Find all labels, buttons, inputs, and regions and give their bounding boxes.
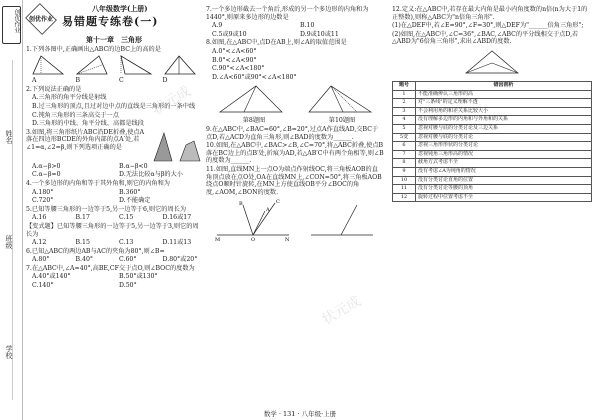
badge-text: 创优作业	[29, 16, 54, 23]
table-cell-reason: 忽视对腰与底的分类讨论	[416, 133, 592, 142]
question-4: 4.一个多边形的内角和等于其外角和,则它的内角和为	[26, 179, 170, 187]
q4-option-a: A.180°	[32, 188, 54, 196]
class-label: 班级	[5, 235, 13, 249]
q11-figure	[213, 197, 293, 241]
question-9: 8.如图,在△ABC中,点D在AB上,则∠A的取值范围是	[206, 39, 347, 47]
q1-figure-c	[119, 54, 153, 76]
error-analysis-table	[392, 81, 592, 202]
q3-block	[26, 129, 202, 163]
watermark-2: 状元成	[319, 293, 364, 329]
question-1: 1.下列各图中,正确画出△ABC的边BC上的高的是	[26, 45, 161, 53]
q7-option-c: C.140°	[32, 282, 54, 290]
q11-figure-2	[307, 197, 377, 241]
table-cell-number: 3	[393, 107, 416, 116]
q7-option-d: D.50°	[119, 282, 137, 290]
q4-options-2	[32, 197, 202, 205]
q9-option-a: A.0°<∠A<60°	[212, 47, 257, 55]
q3-options-2	[32, 171, 202, 179]
question-3: 3.如图,将三角形纸片ABC沿DE折叠,使点A落在四边形BCDE的外角内部的点A′处,若∠1=α,∠2=β,则下列选项正确的是	[26, 128, 145, 151]
table-cell-number: 5变	[393, 133, 416, 142]
axis-label-a: A	[266, 207, 270, 214]
logo	[2, 6, 21, 44]
table-row	[393, 150, 592, 159]
q1-figures	[26, 54, 202, 76]
question-6: 6.已知△ABC的两边AB与AC的夹角为80°,则∠B=	[26, 247, 165, 255]
table-row	[393, 193, 592, 202]
q5v-options	[32, 239, 202, 247]
q3-option-c: C.α−β=0	[32, 171, 61, 179]
q6-option-a: A.80°	[32, 256, 50, 264]
name-label: 姓名	[5, 130, 13, 144]
axis-label-o: O	[251, 237, 256, 242]
q3-figure	[150, 129, 202, 163]
table-cell-reason: 忽视钝角三角形高的情况	[416, 150, 592, 159]
figure-captions	[212, 117, 384, 125]
question-9b: 9.在△ABC中,∠BAC=60°,∠B=20°,过点A作直线AD,交BC于点D,若△ACD为直角三角形,则∠BAD的度数为______.	[206, 125, 379, 141]
question-10: 10.如图,在△ABC中,∠BAC>∠B,∠C=70°,将△ABC折叠,使点B落在BC边上的点B′处,折痕为AD,若△AB′C中有两个角相等,则∠B的度数为______.	[206, 142, 384, 165]
chapter-title: 第十一章 三角形	[86, 35, 142, 44]
error-table-body	[393, 90, 592, 202]
table-cell-reason: 旋转过程中位置考虑不全	[416, 193, 592, 202]
q5v-option-d: D.11或13	[162, 239, 192, 247]
table-row	[393, 116, 592, 125]
q3-options	[32, 163, 202, 171]
q6-options	[32, 256, 202, 264]
q1-figure-d	[163, 54, 197, 76]
column-3	[392, 6, 592, 202]
q5v-option-a: A.12	[32, 239, 47, 247]
sideband	[0, 0, 23, 420]
q1-label-d: D	[162, 77, 168, 85]
question-12: 12.定义:在△ABC中,若存在最大内角是最小内角度数的n倍(n为大于1的正整数),则称△ABC为"n倍角三角形".	[392, 6, 588, 21]
q10-figure	[305, 82, 375, 116]
axis-label-m: M	[215, 237, 221, 242]
question-12-part-1: (1)在△DEF中,若∠E=90°,∠F=30°,则△DEF为"______倍角三角形";	[392, 22, 584, 30]
q1-figure-a	[31, 54, 65, 76]
q5-option-d: D.16或17	[162, 214, 192, 222]
column-1	[26, 34, 202, 291]
table-cell-reason: 没有分类讨论等腰的顶角	[416, 185, 592, 194]
q4-option-d: D.不能确定	[119, 197, 151, 205]
q3-option-b: B.α−β<0	[119, 162, 148, 170]
q8-option-b: B.10	[300, 22, 315, 30]
table-cell-reason: 不会利用角的和差关系比较大小	[416, 107, 592, 116]
q9-option-b: B.0°<∠A<90°	[212, 56, 257, 64]
table-cell-reason: 对"三条线"的定义理解不透	[416, 99, 592, 108]
q6-option-d: D.80°或20°	[162, 256, 198, 264]
q8-figure	[216, 82, 286, 116]
axis-label-n: N	[285, 237, 290, 242]
fig8-caption: 第8题图	[242, 117, 266, 125]
question-5-variant: 【变式题】已知等腰三角形的一边等于5,另一边等于3,则它的周长为	[26, 222, 199, 238]
q1-label-c: C	[119, 77, 124, 85]
q8-option-a: A.9	[212, 22, 223, 30]
table-row	[393, 99, 592, 108]
q6-option-c: C.60°	[119, 256, 137, 264]
q5v-option-c: C.13	[119, 239, 134, 247]
q2-option-a: A.三角形的角平分线是射线	[32, 94, 107, 102]
q4-option-c: C.720°	[32, 197, 54, 205]
table-row	[393, 159, 592, 168]
q8-option-c: C.5或9或10	[212, 30, 247, 38]
q4-option-b: B.360°	[119, 188, 141, 196]
table-cell-number: 1	[393, 90, 416, 99]
q2-option-d: D.三角形的中线、角平分线、高都是线段	[32, 120, 144, 128]
table-cell-reason: 不能准确辨认三角形的高	[416, 90, 592, 99]
fig10-caption: 第10题图	[328, 117, 356, 125]
q1-figure-b	[75, 54, 109, 76]
q1-label-a: A	[32, 77, 37, 85]
q4-options	[32, 189, 202, 197]
q3-option-a: A.α−β>0	[32, 162, 61, 170]
question-12-part-2: (2)如图,在△ABC中,∠C=36°,∠BAC,∠ABC的平分线相交于点D,若△ABD为"6倍角三角形",求出∠ABD的度数.	[392, 30, 579, 46]
page-title: 易错题专练卷(一)	[62, 15, 159, 28]
table-row	[393, 124, 592, 133]
table-cell-number: 12	[393, 193, 416, 202]
q6-option-b: B.40°	[75, 256, 93, 264]
axis-label-b: B	[239, 201, 243, 208]
q3-option-d: D.无法比较α与β的大小	[119, 171, 183, 179]
q7-options	[32, 273, 202, 281]
q2-option-c: C.钝角三角形的三条高交于一点	[32, 111, 119, 119]
table-row	[393, 142, 592, 151]
table-row	[393, 176, 592, 185]
page-footer: 数学 · 131 · 八年级·上册	[263, 410, 337, 418]
q9-option-c: C.90°<∠A<180°	[212, 65, 265, 73]
title-block	[26, 4, 202, 34]
table-cell-number: 11	[393, 185, 416, 194]
table-row	[393, 185, 592, 194]
table-cell-reason: 没有理解多边形的内角和与外角和的关系	[416, 116, 592, 125]
q5-option-c: C.15	[119, 214, 134, 222]
q8-options	[212, 22, 384, 30]
table-cell-number: 10	[393, 176, 416, 185]
q8-options-2	[212, 31, 384, 39]
q5-options	[32, 214, 202, 222]
q9-q10-figures	[206, 82, 384, 116]
table-row	[393, 107, 592, 116]
q7-options-2	[32, 282, 202, 290]
q7-option-b: B.50°或130°	[119, 273, 158, 281]
axis-label-c: C	[276, 199, 280, 206]
question-8: 7.一个多边形截去一个角后,形成的另一个多边形的内角和为1440°,则原来多边形的边数是	[206, 6, 369, 21]
q11-figures	[206, 197, 384, 241]
table-header-reason: 错因剖析	[416, 81, 592, 90]
q2-option-b: B.过三角形的顶点,且过对边中点的直线是三角形的一条中线	[32, 102, 196, 110]
q9-option-d: D.∠A<60°或90°<∠A<180°	[212, 73, 297, 81]
subject: 八年级数学(上册)	[92, 4, 148, 13]
table-row	[393, 90, 592, 99]
table-cell-reason: 没有分类讨论直角的位置	[416, 176, 592, 185]
table-cell-number: 9	[393, 167, 416, 176]
table-cell-reason: 忽视三角形形状的分类讨论	[416, 142, 592, 151]
q5-option-b: B.17	[75, 214, 90, 222]
table-header-number: 题号	[393, 81, 416, 90]
table-cell-number: 6	[393, 142, 416, 151]
column-2	[206, 6, 384, 242]
q12-figure	[462, 47, 522, 77]
q1-label-b: B	[75, 77, 81, 85]
table-cell-number: 7	[393, 150, 416, 159]
q12-figure-wrap	[392, 47, 592, 77]
question-7: 7.在△ABC中,∠A=40°,高BE,CF交于点O,则∠BOC的度数为	[26, 264, 195, 272]
table-header-row	[393, 81, 592, 90]
q1-figure-labels	[32, 77, 202, 85]
table-cell-reason: 忽视对腰与底的分类讨论及三边关系	[416, 124, 592, 133]
q5-option-a: A.16	[32, 214, 47, 222]
question-11: 11.如图,直线MN上一点O为端点作射线OC,将三角板AOB的直角顶点放在点O处,OA在直线MN上,∠CON=50°,将三角板AOB绕点O顺时针旋转,在MN上方使直线OB平分∠BOC的角度,∠AOM,∠BON的度数.	[206, 165, 382, 196]
table-row	[393, 133, 592, 142]
q7-option-a: A.40°或140°	[32, 273, 71, 281]
table-cell-reason: 截角方式考虑不全	[416, 159, 592, 168]
table-cell-number: 2	[393, 99, 416, 108]
question-5: 5.已知等腰三角形的一边等于5,另一边等于6,则它的周长为	[26, 205, 187, 213]
table-cell-number: 5	[393, 124, 416, 133]
question-2: 2.下列说法正确的是	[26, 85, 82, 93]
q8-option-d: D.9或10或11	[300, 30, 339, 38]
table-cell-reason: 没有考虑∠A为钝角的情况	[416, 167, 592, 176]
table-row	[393, 167, 592, 176]
table-cell-number: 8	[393, 159, 416, 168]
table-cell-number: 4	[393, 116, 416, 125]
school-label: 学校	[5, 345, 13, 359]
watermark: 状元成	[149, 83, 194, 119]
q5v-option-b: B.15	[75, 239, 90, 247]
logo-text: 创优作业	[13, 9, 20, 33]
